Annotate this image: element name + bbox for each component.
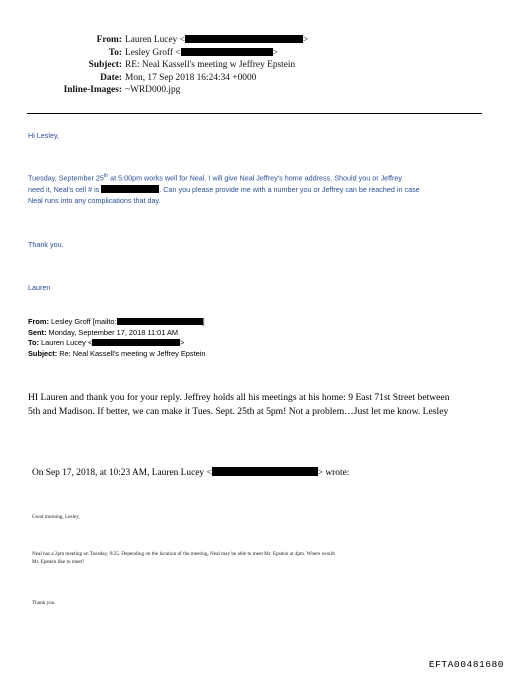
header-date-value: Mon, 17 Sep 2018 16:24:34 +0000 — [125, 72, 257, 83]
reply-line-3: Neal runs into any complications that day. — [28, 196, 161, 206]
reply-text: Tuesday, September 25 — [28, 173, 104, 183]
header-to-label: To: — [108, 47, 122, 58]
quoted-body-line-1: Neal has a 2pm meeting on Tuesday, 9/25. Depending on the location of the meeting, Neal may be able to meet Mr. Epstein at 4pm. Where would — [32, 551, 335, 557]
reply-thanks: Thank you. — [28, 240, 64, 249]
lesley-reply-line-1: HI Lauren and thank you for your reply. Jeffrey holds all his meetings at his home: 9 East 71st Street between — [28, 392, 450, 403]
quoted-body — [32, 550, 492, 566]
header-from-label: From: — [96, 35, 122, 45]
fwd-to-value: Lauren Lucey < — [38, 338, 93, 347]
header-from-value: Lauren Lucey < — [125, 35, 185, 45]
redaction-box — [92, 339, 180, 346]
header-divider — [27, 113, 482, 114]
quoted-greeting: Good morning, Lesley, — [32, 514, 80, 520]
lesley-reply — [28, 391, 498, 418]
fwd-to-close: > — [180, 338, 185, 347]
header-inline-images-row — [0, 84, 512, 97]
header-to-value: Lesley Groff < — [125, 47, 181, 58]
reply-signature: Lauren — [28, 283, 51, 292]
reply-text: at 5:00pm works well for Neal. I will give Neal Jeffrey's home address. Should you or Jeffrey — [108, 173, 403, 183]
redaction-box — [117, 318, 203, 325]
header-to-row — [0, 47, 512, 60]
redaction-box — [101, 185, 159, 193]
fwd-to-label: To: — [28, 338, 39, 347]
header-subject-row — [0, 59, 512, 72]
header-subject-value: RE: Neal Kassell's meeting w Jeffrey Epstein — [125, 60, 296, 70]
fwd-from-row — [28, 317, 468, 328]
quoted-body-line-2: Mr. Epstein like to meet? — [32, 559, 85, 565]
redaction-box — [212, 467, 318, 476]
reply-line-1 — [28, 171, 498, 184]
fwd-subject-row — [28, 349, 468, 360]
fwd-subject-label: Subject: — [28, 348, 58, 358]
reply-text: . Can you please provide me with a number you or Jeffrey can be reached in case — [159, 184, 420, 194]
header-date-label: Date: — [100, 72, 122, 83]
fwd-sent-label: Sent: — [28, 327, 47, 337]
redaction-box — [181, 48, 273, 56]
email-header — [0, 34, 512, 97]
header-from-close: > — [302, 35, 309, 45]
header-inline-images-value: ~WRD000.jpg — [125, 85, 181, 95]
fwd-from-value: Lesley Groff [mailto: — [48, 317, 117, 326]
fwd-from-label: From: — [28, 317, 49, 326]
quoted-header — [32, 467, 349, 479]
reply-paragraph — [28, 171, 498, 207]
fwd-to-row — [28, 338, 468, 349]
quoted-thanks: Thank you. — [32, 600, 56, 606]
reply-text: need it, Neal's cell # is — [28, 184, 102, 194]
header-to-close: > — [272, 47, 278, 58]
header-date-row — [0, 72, 512, 85]
fwd-sent-row — [28, 328, 468, 339]
reply-line-2 — [28, 184, 498, 196]
fwd-subject-value: Re: Neal Kassell's meeting w Jeffrey Epstein — [57, 348, 206, 358]
forwarded-header — [28, 317, 468, 359]
header-from-row — [0, 34, 512, 47]
header-subject-label: Subject: — [88, 60, 122, 70]
bates-number: EFTA00481680 — [428, 659, 504, 670]
lesley-reply-line-2: 5th and Madison. If better, we can make it Tues. Sept. 25th at 5pm! Not a problem…Just let me know. Lesley — [28, 405, 449, 417]
header-inline-images-label: Inline-Images: — [63, 85, 122, 95]
fwd-from-close: ] — [202, 317, 205, 326]
quoted-on-line: On Sep 17, 2018, at 10:23 AM, Lauren Lucey < — [32, 468, 212, 478]
reply-greeting: Hi Lesley, — [28, 131, 60, 140]
redaction-box — [185, 35, 303, 43]
reply-sup: th — [103, 173, 109, 179]
quoted-wrote: > wrote: — [317, 468, 350, 478]
fwd-sent-value: Monday, September 17, 2018 11:01 AM — [46, 327, 179, 337]
